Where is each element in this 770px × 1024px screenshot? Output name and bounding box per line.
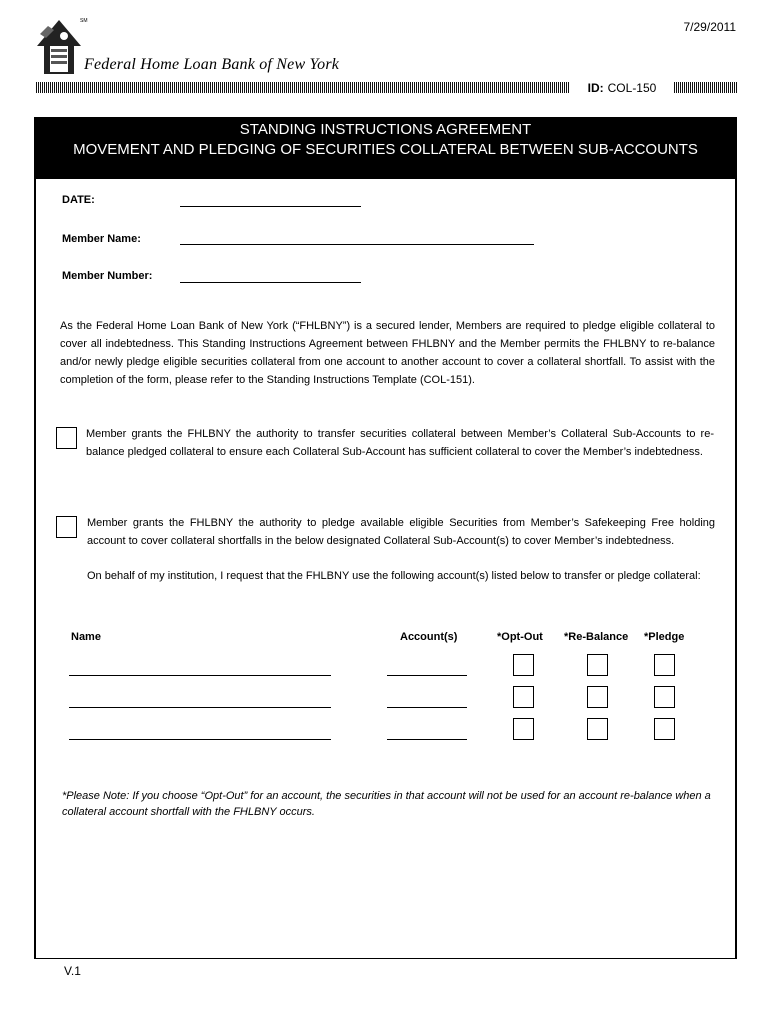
date-field[interactable]: [180, 206, 361, 207]
row2-pledge-checkbox[interactable]: [654, 686, 675, 708]
row3-opt-out-checkbox[interactable]: [513, 718, 534, 740]
row3-name-field[interactable]: [69, 739, 331, 740]
fhlbny-logo-icon: [34, 16, 84, 80]
service-mark: SM: [80, 18, 88, 24]
form-title-line2: MOVEMENT AND PLEDGING OF SECURITIES COLLATERAL BETWEEN SUB-ACCOUNTS: [73, 141, 698, 158]
member-number-field[interactable]: [180, 282, 361, 283]
intro-paragraph: As the Federal Home Loan Bank of New York (“FHLBNY”) is a secured lender, Members are required to pledge eligible collateral to cover all indebtedness. This Standing Instructions Agreement between FHLBNY and the Member permits the FHLBNY to re-balance and/or newly pledge eligible securities collateral from one account to another account to cover a collateral shortfall. To assist with the completion of the form, please refer to the Standing Instructions Template (COL-151).: [60, 320, 715, 386]
row3-rebalance-checkbox[interactable]: [587, 718, 608, 740]
option-pledge-checkbox[interactable]: [56, 516, 77, 538]
form-id: [572, 79, 672, 96]
row1-pledge-checkbox[interactable]: [654, 654, 675, 676]
bank-name: Federal Home Loan Bank of New York: [84, 56, 340, 73]
option-pledge-text: Member grants the FHLBNY the authority to pledge available eligible Securities from Member’s Safekeeping Free holding account to cover collateral shortfalls in the below designated Collateral Sub-Account(s) to cover Member’s indebtedness.: [87, 517, 715, 547]
row1-rebalance-checkbox[interactable]: [587, 654, 608, 676]
row1-name-field[interactable]: [69, 675, 331, 676]
member-number-label: Member Number:: [62, 270, 153, 282]
row2-opt-out-checkbox[interactable]: [513, 686, 534, 708]
rebalance-column-header: *Re-Balance: [564, 631, 629, 643]
form-title-line1: STANDING INSTRUCTIONS AGREEMENT: [239, 121, 532, 138]
document-date: 7/29/2011: [683, 20, 736, 34]
row1-opt-out-checkbox[interactable]: [513, 654, 534, 676]
row1-account-field[interactable]: [387, 675, 467, 676]
name-column-header: Name: [71, 631, 101, 643]
form-id-label: ID:: [587, 80, 604, 95]
form-id-value: COL-150: [607, 80, 657, 95]
behalf-text: On behalf of my institution, I request that the FHLBNY use the following account(s) listed below to transfer or pledge collateral:: [87, 570, 701, 582]
row2-name-field[interactable]: [69, 707, 331, 708]
option-transfer-checkbox[interactable]: [56, 427, 77, 449]
row2-account-field[interactable]: [387, 707, 467, 708]
row2-rebalance-checkbox[interactable]: [587, 686, 608, 708]
header-rule-right: [674, 82, 738, 93]
row3-account-field[interactable]: [387, 739, 467, 740]
form-version: V.1: [64, 964, 81, 978]
member-name-field[interactable]: [180, 244, 534, 245]
accounts-column-header: Account(s): [400, 631, 458, 643]
date-label: DATE:: [62, 194, 95, 206]
member-name-label: Member Name:: [62, 233, 141, 245]
option-transfer-text: Member grants the FHLBNY the authority to transfer securities collateral between Member’s Collateral Sub-Accounts to re-balance pledged collateral to ensure each Collateral Sub-Account has sufficient collateral to cover the Member’s indebtedness.: [86, 428, 714, 458]
opt-out-note: *Please Note: If you choose “Opt-Out” for an account, the securities in that account will not be used for an account re-balance when a collateral account shortfall with the FHLBNY occurs.: [62, 790, 711, 818]
header-rule-left: [36, 82, 570, 93]
row3-pledge-checkbox[interactable]: [654, 718, 675, 740]
pledge-column-header: *Pledge: [644, 631, 685, 643]
opt-out-column-header: *Opt-Out: [497, 631, 543, 643]
form-title: [34, 117, 737, 179]
